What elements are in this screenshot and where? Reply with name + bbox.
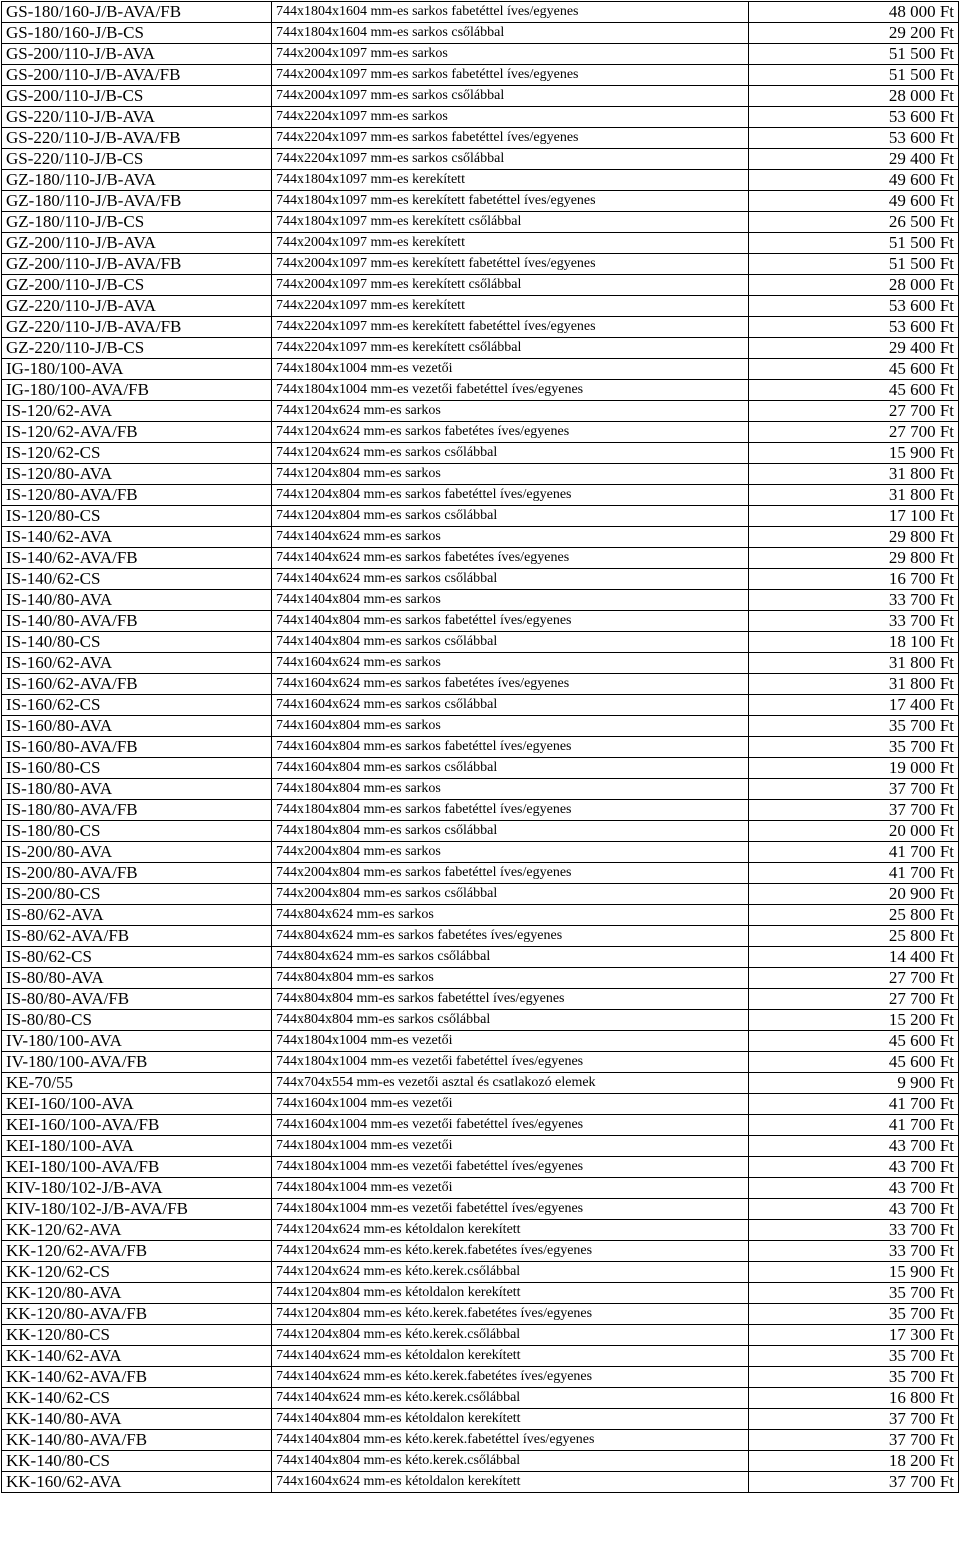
price-cell: 29 800 Ft [749,548,959,569]
table-row [2,1031,959,1052]
price-cell: 45 600 Ft [749,1052,959,1073]
product-code-cell: IG-180/100-AVA/FB [2,380,272,401]
product-code-cell: IS-80/80-AVA/FB [2,989,272,1010]
description-cell: 744x1204x804 mm-es kétoldalon kerekített [272,1283,749,1304]
price-cell: 53 600 Ft [749,107,959,128]
description-cell: 744x1404x804 mm-es sarkos fabetéttel íves/egyenes [272,611,749,632]
product-code-cell: IS-160/80-AVA [2,716,272,737]
product-code-cell: GZ-200/110-J/B-CS [2,275,272,296]
table-row [2,1430,959,1451]
table-row [2,737,959,758]
table-row [2,401,959,422]
table-row [2,44,959,65]
table-row [2,716,959,737]
table-row [2,212,959,233]
table-row [2,863,959,884]
table-row [2,548,959,569]
price-cell: 35 700 Ft [749,1367,959,1388]
table-row [2,926,959,947]
product-code-cell: KK-120/80-AVA [2,1283,272,1304]
product-code-cell: KK-120/62-AVA/FB [2,1241,272,1262]
price-cell: 29 400 Ft [749,338,959,359]
table-row [2,1388,959,1409]
description-cell: 744x1804x1004 mm-es vezetői [272,359,749,380]
product-code-cell: IS-140/80-AVA [2,590,272,611]
table-row [2,947,959,968]
price-cell: 31 800 Ft [749,653,959,674]
description-cell: 744x1204x804 mm-es sarkos [272,464,749,485]
price-cell: 28 000 Ft [749,275,959,296]
description-cell: 744x1804x804 mm-es sarkos csőlábbal [272,821,749,842]
product-code-cell: IS-120/80-AVA [2,464,272,485]
table-row [2,422,959,443]
description-cell: 744x2204x1097 mm-es sarkos [272,107,749,128]
product-code-cell: IV-180/100-AVA [2,1031,272,1052]
description-cell: 744x1404x804 mm-es sarkos [272,590,749,611]
table-row [2,1199,959,1220]
description-cell: 744x804x624 mm-es sarkos csőlábbal [272,947,749,968]
description-cell: 744x1604x1004 mm-es vezetői fabetéttel íves/egyenes [272,1115,749,1136]
price-cell: 27 700 Ft [749,989,959,1010]
price-cell: 9 900 Ft [749,1073,959,1094]
description-cell: 744x1804x1004 mm-es vezetői [272,1031,749,1052]
price-cell: 49 600 Ft [749,191,959,212]
product-code-cell: IV-180/100-AVA/FB [2,1052,272,1073]
product-code-cell: GZ-220/110-J/B-AVA [2,296,272,317]
product-code-cell: IS-180/80-CS [2,821,272,842]
description-cell: 744x2004x804 mm-es sarkos csőlábbal [272,884,749,905]
description-cell: 744x2204x1097 mm-es sarkos fabetéttel íves/egyenes [272,128,749,149]
product-code-cell: GS-200/110-J/B-CS [2,86,272,107]
description-cell: 744x1204x624 mm-es kétoldalon kerekített [272,1220,749,1241]
price-cell: 29 800 Ft [749,527,959,548]
product-code-cell: KK-120/80-AVA/FB [2,1304,272,1325]
product-code-cell: KK-140/62-AVA/FB [2,1367,272,1388]
table-row [2,338,959,359]
table-row [2,1010,959,1031]
table-row [2,443,959,464]
table-row [2,191,959,212]
table-row [2,1178,959,1199]
product-code-cell: IS-160/62-AVA/FB [2,674,272,695]
table-row [2,1073,959,1094]
description-cell: 744x1804x1097 mm-es kerekített csőlábbal [272,212,749,233]
price-cell: 17 300 Ft [749,1325,959,1346]
table-row [2,842,959,863]
price-cell: 37 700 Ft [749,779,959,800]
description-cell: 744x1404x804 mm-es kéto.kerek.fabetéttel íves/egyenes [272,1430,749,1451]
product-code-cell: IS-120/62-AVA/FB [2,422,272,443]
product-code-cell: KIV-180/102-J/B-AVA/FB [2,1199,272,1220]
price-cell: 35 700 Ft [749,1283,959,1304]
table-row [2,107,959,128]
description-cell: 744x1804x1604 mm-es sarkos fabetéttel íves/egyenes [272,2,749,23]
table-row [2,695,959,716]
table-row [2,1115,959,1136]
price-cell: 18 100 Ft [749,632,959,653]
description-cell: 744x2004x1097 mm-es sarkos fabetéttel íves/egyenes [272,65,749,86]
product-code-cell: GS-200/110-J/B-AVA/FB [2,65,272,86]
product-code-cell: IS-120/62-AVA [2,401,272,422]
product-code-cell: KK-140/62-CS [2,1388,272,1409]
price-cell: 28 000 Ft [749,86,959,107]
description-cell: 744x1804x804 mm-es sarkos fabetéttel íves/egyenes [272,800,749,821]
product-code-cell: GZ-180/110-J/B-AVA [2,170,272,191]
product-code-cell: GZ-200/110-J/B-AVA [2,233,272,254]
table-row [2,527,959,548]
product-code-cell: GZ-220/110-J/B-AVA/FB [2,317,272,338]
description-cell: 744x1604x804 mm-es sarkos fabetéttel íves/egyenes [272,737,749,758]
product-code-cell: IS-160/80-AVA/FB [2,737,272,758]
table-row [2,1409,959,1430]
product-code-cell: KK-140/80-AVA [2,1409,272,1430]
product-code-cell: IS-180/80-AVA/FB [2,800,272,821]
product-code-cell: KK-140/80-AVA/FB [2,1430,272,1451]
table-row [2,506,959,527]
description-cell: 744x1804x1097 mm-es kerekített [272,170,749,191]
product-code-cell: IS-140/62-AVA/FB [2,548,272,569]
price-cell: 15 900 Ft [749,1262,959,1283]
price-cell: 37 700 Ft [749,1409,959,1430]
description-cell: 744x1804x1004 mm-es vezetői fabetéttel íves/egyenes [272,1157,749,1178]
table-row [2,1052,959,1073]
product-code-cell: IS-200/80-CS [2,884,272,905]
description-cell: 744x1404x624 mm-es kétoldalon kerekített [272,1346,749,1367]
product-code-cell: IS-180/80-AVA [2,779,272,800]
price-cell: 18 200 Ft [749,1451,959,1472]
product-code-cell: KK-160/62-AVA [2,1472,272,1493]
table-row [2,779,959,800]
table-row [2,1262,959,1283]
description-cell: 744x2004x1097 mm-es kerekített fabetéttel íves/egyenes [272,254,749,275]
description-cell: 744x1204x804 mm-es sarkos csőlábbal [272,506,749,527]
price-cell: 14 400 Ft [749,947,959,968]
price-cell: 43 700 Ft [749,1199,959,1220]
description-cell: 744x804x804 mm-es sarkos [272,968,749,989]
product-code-cell: GZ-200/110-J/B-AVA/FB [2,254,272,275]
price-cell: 35 700 Ft [749,737,959,758]
description-cell: 744x804x624 mm-es sarkos [272,905,749,926]
price-table [1,1,959,1493]
price-cell: 43 700 Ft [749,1157,959,1178]
product-code-cell: IS-80/80-CS [2,1010,272,1031]
product-code-cell: IG-180/100-AVA [2,359,272,380]
product-code-cell: KEI-160/100-AVA [2,1094,272,1115]
table-row [2,1367,959,1388]
description-cell: 744x1804x804 mm-es sarkos [272,779,749,800]
description-cell: 744x804x624 mm-es sarkos fabetétes íves/egyenes [272,926,749,947]
price-cell: 41 700 Ft [749,863,959,884]
product-code-cell: KK-120/80-CS [2,1325,272,1346]
table-row [2,653,959,674]
description-cell: 744x1604x624 mm-es sarkos [272,653,749,674]
price-cell: 17 100 Ft [749,506,959,527]
description-cell: 744x2004x1097 mm-es kerekített csőlábbal [272,275,749,296]
price-cell: 19 000 Ft [749,758,959,779]
table-row [2,296,959,317]
product-code-cell: KEI-160/100-AVA/FB [2,1115,272,1136]
table-row [2,821,959,842]
description-cell: 744x1204x804 mm-es kéto.kerek.fabetétes íves/egyenes [272,1304,749,1325]
description-cell: 744x2004x804 mm-es sarkos [272,842,749,863]
price-cell: 31 800 Ft [749,485,959,506]
description-cell: 744x1404x624 mm-es kéto.kerek.fabetétes íves/egyenes [272,1367,749,1388]
description-cell: 744x804x804 mm-es sarkos csőlábbal [272,1010,749,1031]
product-code-cell: IS-80/80-AVA [2,968,272,989]
description-cell: 744x1604x624 mm-es kétoldalon kerekített [272,1472,749,1493]
product-code-cell: IS-140/80-CS [2,632,272,653]
table-row [2,1241,959,1262]
table-row [2,254,959,275]
product-code-cell: IS-120/80-CS [2,506,272,527]
price-cell: 51 500 Ft [749,65,959,86]
price-cell: 25 800 Ft [749,926,959,947]
description-cell: 744x1404x624 mm-es sarkos [272,527,749,548]
table-row [2,1220,959,1241]
description-cell: 744x1204x804 mm-es sarkos fabetéttel íves/egyenes [272,485,749,506]
price-cell: 37 700 Ft [749,1472,959,1493]
product-code-cell: IS-200/80-AVA [2,842,272,863]
table-row [2,2,959,23]
product-code-cell: KK-140/80-CS [2,1451,272,1472]
description-cell: 744x1204x624 mm-es sarkos [272,401,749,422]
price-cell: 41 700 Ft [749,1115,959,1136]
table-row [2,170,959,191]
table-row [2,800,959,821]
description-cell: 744x1804x1004 mm-es vezetői fabetéttel íves/egyenes [272,1199,749,1220]
table-row [2,1325,959,1346]
product-code-cell: KEI-180/100-AVA [2,1136,272,1157]
product-code-cell: IS-200/80-AVA/FB [2,863,272,884]
table-row [2,905,959,926]
price-cell: 51 500 Ft [749,233,959,254]
table-row [2,569,959,590]
product-code-cell: GZ-180/110-J/B-AVA/FB [2,191,272,212]
table-row [2,86,959,107]
description-cell: 744x704x554 mm-es vezetői asztal és csatlakozó elemek [272,1073,749,1094]
product-code-cell: KK-120/62-AVA [2,1220,272,1241]
table-row [2,968,959,989]
price-cell: 33 700 Ft [749,611,959,632]
price-cell: 53 600 Ft [749,128,959,149]
price-cell: 53 600 Ft [749,296,959,317]
product-code-cell: KE-70/55 [2,1073,272,1094]
table-row [2,317,959,338]
table-row [2,65,959,86]
price-cell: 45 600 Ft [749,380,959,401]
product-code-cell: IS-80/62-CS [2,947,272,968]
price-cell: 37 700 Ft [749,1430,959,1451]
description-cell: 744x1804x1097 mm-es kerekített fabetéttel íves/egyenes [272,191,749,212]
description-cell: 744x2004x804 mm-es sarkos fabetéttel íves/egyenes [272,863,749,884]
description-cell: 744x1404x624 mm-es kéto.kerek.csőlábbal [272,1388,749,1409]
price-cell: 49 600 Ft [749,170,959,191]
description-cell: 744x2004x1097 mm-es sarkos [272,44,749,65]
description-cell: 744x1404x804 mm-es kéto.kerek.csőlábbal [272,1451,749,1472]
product-code-cell: IS-140/62-CS [2,569,272,590]
price-cell: 15 200 Ft [749,1010,959,1031]
price-cell: 16 700 Ft [749,569,959,590]
product-code-cell: IS-120/62-CS [2,443,272,464]
product-code-cell: KK-120/62-CS [2,1262,272,1283]
description-cell: 744x1404x624 mm-es sarkos csőlábbal [272,569,749,590]
description-cell: 744x2204x1097 mm-es kerekített fabetéttel íves/egyenes [272,317,749,338]
price-cell: 17 400 Ft [749,695,959,716]
price-cell: 27 700 Ft [749,401,959,422]
description-cell: 744x1804x1004 mm-es vezetői [272,1178,749,1199]
product-code-cell: GS-220/110-J/B-AVA/FB [2,128,272,149]
description-cell: 744x1404x804 mm-es kétoldalon kerekített [272,1409,749,1430]
price-cell: 16 800 Ft [749,1388,959,1409]
price-table-body [2,2,959,1493]
description-cell: 744x1204x624 mm-es kéto.kerek.csőlábbal [272,1262,749,1283]
product-code-cell: IS-120/80-AVA/FB [2,485,272,506]
description-cell: 744x1804x1004 mm-es vezetői fabetéttel íves/egyenes [272,380,749,401]
product-code-cell: IS-140/80-AVA/FB [2,611,272,632]
table-row [2,233,959,254]
product-code-cell: GS-180/160-J/B-CS [2,23,272,44]
description-cell: 744x2204x1097 mm-es kerekített csőlábbal [272,338,749,359]
product-code-cell: IS-160/80-CS [2,758,272,779]
table-row [2,632,959,653]
table-row [2,380,959,401]
description-cell: 744x1204x624 mm-es sarkos fabetétes íves/egyenes [272,422,749,443]
product-code-cell: KEI-180/100-AVA/FB [2,1157,272,1178]
price-cell: 29 400 Ft [749,149,959,170]
table-row [2,758,959,779]
description-cell: 744x1604x804 mm-es sarkos [272,716,749,737]
price-cell: 45 600 Ft [749,1031,959,1052]
price-cell: 41 700 Ft [749,1094,959,1115]
price-cell: 41 700 Ft [749,842,959,863]
description-cell: 744x1204x624 mm-es kéto.kerek.fabetétes íves/egyenes [272,1241,749,1262]
price-cell: 25 800 Ft [749,905,959,926]
price-cell: 35 700 Ft [749,1346,959,1367]
price-cell: 29 200 Ft [749,23,959,44]
description-cell: 744x2204x1097 mm-es kerekített [272,296,749,317]
product-code-cell: KIV-180/102-J/B-AVA [2,1178,272,1199]
description-cell: 744x804x804 mm-es sarkos fabetéttel íves/egyenes [272,989,749,1010]
description-cell: 744x1204x804 mm-es kéto.kerek.csőlábbal [272,1325,749,1346]
price-cell: 27 700 Ft [749,968,959,989]
description-cell: 744x1804x1004 mm-es vezetői fabetéttel íves/egyenes [272,1052,749,1073]
price-cell: 20 900 Ft [749,884,959,905]
table-row [2,464,959,485]
table-row [2,1451,959,1472]
price-cell: 53 600 Ft [749,317,959,338]
product-code-cell: GS-220/110-J/B-AVA [2,107,272,128]
table-row [2,590,959,611]
table-row [2,884,959,905]
product-code-cell: IS-80/62-AVA [2,905,272,926]
price-cell: 51 500 Ft [749,44,959,65]
price-cell: 43 700 Ft [749,1178,959,1199]
table-row [2,485,959,506]
product-code-cell: GZ-180/110-J/B-CS [2,212,272,233]
price-cell: 48 000 Ft [749,2,959,23]
table-row [2,674,959,695]
table-row [2,1136,959,1157]
description-cell: 744x2004x1097 mm-es sarkos csőlábbal [272,86,749,107]
price-cell: 51 500 Ft [749,254,959,275]
table-row [2,1157,959,1178]
price-cell: 43 700 Ft [749,1136,959,1157]
price-cell: 27 700 Ft [749,422,959,443]
table-row [2,1472,959,1493]
price-cell: 26 500 Ft [749,212,959,233]
price-cell: 35 700 Ft [749,1304,959,1325]
description-cell: 744x1604x624 mm-es sarkos fabetétes íves/egyenes [272,674,749,695]
description-cell: 744x1404x804 mm-es sarkos csőlábbal [272,632,749,653]
description-cell: 744x1804x1604 mm-es sarkos csőlábbal [272,23,749,44]
description-cell: 744x1404x624 mm-es sarkos fabetétes íves/egyenes [272,548,749,569]
price-cell: 33 700 Ft [749,590,959,611]
table-row [2,128,959,149]
description-cell: 744x1204x624 mm-es sarkos csőlábbal [272,443,749,464]
table-row [2,23,959,44]
description-cell: 744x1804x1004 mm-es vezetői [272,1136,749,1157]
table-row [2,1346,959,1367]
product-code-cell: IS-80/62-AVA/FB [2,926,272,947]
product-code-cell: GS-200/110-J/B-AVA [2,44,272,65]
table-row [2,1094,959,1115]
description-cell: 744x1604x804 mm-es sarkos csőlábbal [272,758,749,779]
product-code-cell: KK-140/62-AVA [2,1346,272,1367]
description-cell: 744x1604x1004 mm-es vezetői [272,1094,749,1115]
product-code-cell: GS-180/160-J/B-AVA/FB [2,2,272,23]
price-cell: 37 700 Ft [749,800,959,821]
table-row [2,149,959,170]
product-code-cell: IS-140/62-AVA [2,527,272,548]
price-cell: 20 000 Ft [749,821,959,842]
product-code-cell: IS-160/62-AVA [2,653,272,674]
price-cell: 31 800 Ft [749,674,959,695]
price-cell: 15 900 Ft [749,443,959,464]
table-row [2,275,959,296]
table-row [2,611,959,632]
price-cell: 35 700 Ft [749,716,959,737]
product-code-cell: GZ-220/110-J/B-CS [2,338,272,359]
description-cell: 744x2004x1097 mm-es kerekített [272,233,749,254]
price-cell: 45 600 Ft [749,359,959,380]
price-cell: 31 800 Ft [749,464,959,485]
price-cell: 33 700 Ft [749,1241,959,1262]
description-cell: 744x1604x624 mm-es sarkos csőlábbal [272,695,749,716]
description-cell: 744x2204x1097 mm-es sarkos csőlábbal [272,149,749,170]
product-code-cell: GS-220/110-J/B-CS [2,149,272,170]
table-row [2,1283,959,1304]
table-row [2,1304,959,1325]
product-code-cell: IS-160/62-CS [2,695,272,716]
table-row [2,989,959,1010]
price-cell: 33 700 Ft [749,1220,959,1241]
table-row [2,359,959,380]
